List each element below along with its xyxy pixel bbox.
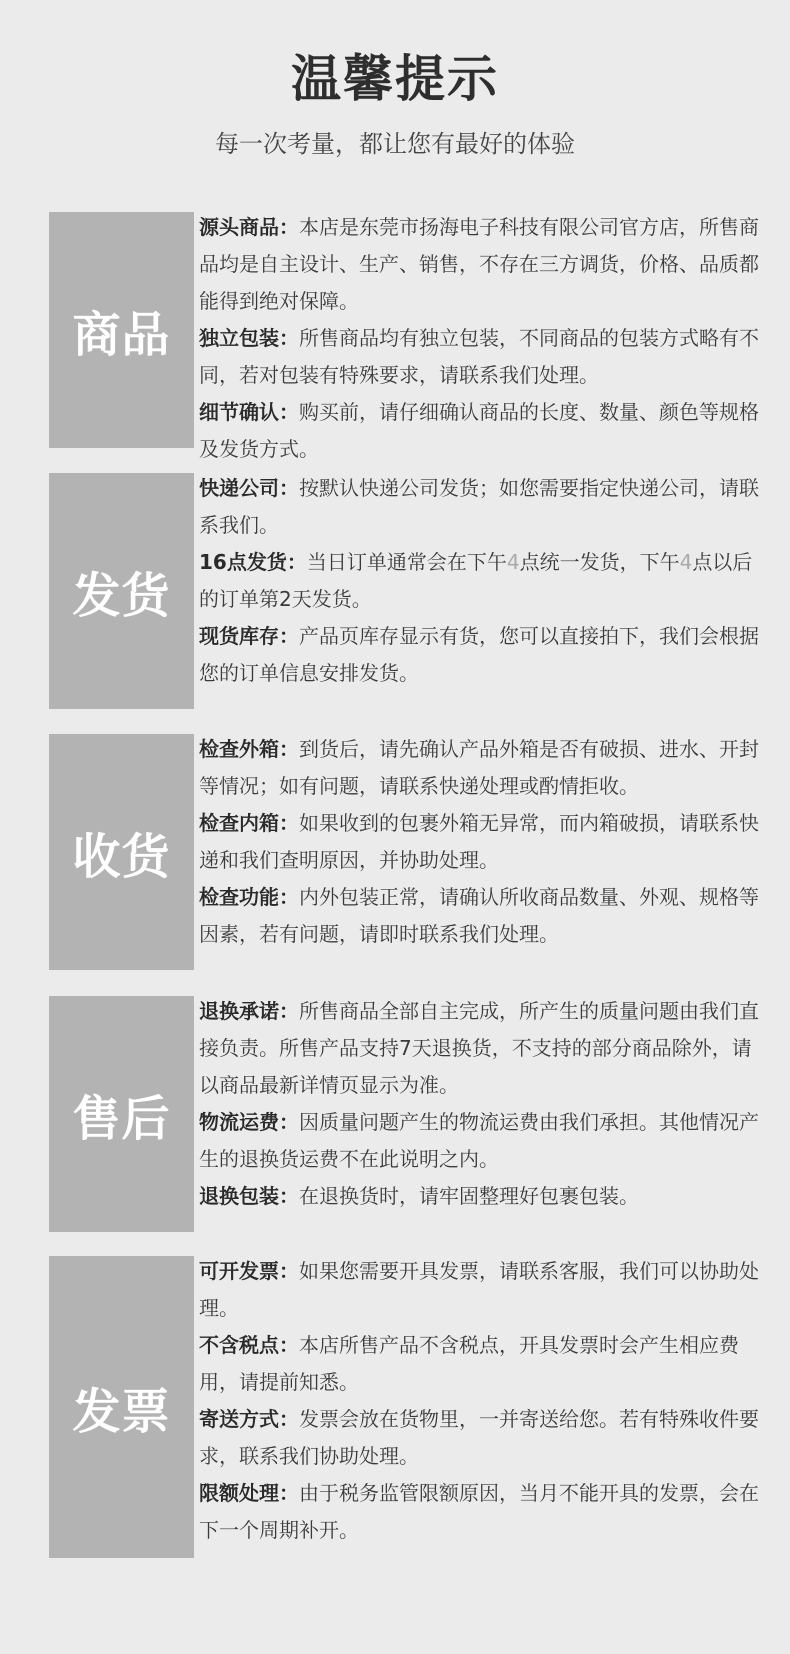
item-key: 退换包装： <box>199 1184 299 1208</box>
item-text: 所售商品均有独立包装，不同商品的包装方式略有不同，若对包装有特殊要求，请联系我们处理。 <box>199 326 759 387</box>
info-item <box>199 731 759 805</box>
item-key: 16点发货： <box>199 550 307 574</box>
item-text-part: 点以后的订单第2天发货。 <box>199 550 753 611</box>
item-text: 内外包装正常，请确认所收商品数量、外观、规格等因素，若有问题，请即时联系我们处理。 <box>199 885 759 946</box>
item-key: 寄送方式： <box>199 1407 299 1431</box>
info-item <box>199 1253 759 1327</box>
item-text: 所售商品全部自主完成，所产生的质量问题由我们直接负责。所售产品支持7天退换货，不支持的部分商品除外，请以商品最新详情页显示为准。 <box>199 999 759 1097</box>
item-key: 检查功能： <box>199 885 299 909</box>
item-key: 检查外箱： <box>199 737 299 761</box>
info-item <box>199 993 759 1104</box>
info-item <box>199 879 759 953</box>
item-text: 在退换货时，请牢固整理好包裹包装。 <box>299 1184 639 1208</box>
item-key: 检查内箱： <box>199 811 299 835</box>
item-text: 由于税务监管限额原因，当月不能开具的发票，会在下一个周期补开。 <box>199 1481 759 1542</box>
info-item <box>199 618 759 692</box>
info-item <box>199 544 759 618</box>
info-item <box>199 470 759 544</box>
section-label: 收货 <box>72 828 171 885</box>
info-item <box>199 1104 759 1178</box>
section-label: 商品 <box>72 306 171 363</box>
section-label-box <box>49 212 194 448</box>
item-text-highlight: 4 <box>506 550 520 574</box>
item-key: 限额处理： <box>199 1481 299 1505</box>
item-text: 按默认快递公司发货；如您需要指定快递公司，请联系我们。 <box>199 476 759 537</box>
item-text-highlight: 4 <box>679 550 693 574</box>
item-text: 如果收到的包裹外箱无异常，而内箱破损，请联系快递和我们查明原因，并协助处理。 <box>199 811 759 872</box>
section-label-box <box>49 1256 194 1558</box>
info-item <box>199 320 759 394</box>
section-content <box>199 209 759 468</box>
item-key: 不含税点： <box>199 1333 299 1357</box>
section-content <box>199 1253 759 1549</box>
info-item <box>199 1178 759 1215</box>
item-text: 因质量问题产生的物流运费由我们承担。其他情况产生的退换货运费不在此说明之内。 <box>199 1110 759 1171</box>
info-item <box>199 394 759 468</box>
item-key: 快递公司： <box>199 476 299 500</box>
section-content <box>199 731 759 953</box>
section-content <box>199 470 759 692</box>
item-text: 到货后，请先确认产品外箱是否有破损、进水、开封等情况；如有问题，请联系快递处理或酌情拒收。 <box>199 737 759 798</box>
item-key: 独立包装： <box>199 326 299 350</box>
item-text: 如果您需要开具发票，请联系客服，我们可以协助处理。 <box>199 1259 759 1320</box>
item-key: 细节确认： <box>199 400 299 424</box>
section-content <box>199 993 759 1215</box>
item-text-part: 点统一发货，下午 <box>519 550 680 574</box>
section-label-box <box>49 996 194 1232</box>
info-item <box>199 209 759 320</box>
info-item <box>199 1327 759 1401</box>
item-text: 购买前，请仔细确认商品的长度、数量、颜色等规格及发货方式。 <box>199 400 759 461</box>
section-label-box <box>49 734 194 970</box>
section-label: 发货 <box>72 567 171 624</box>
item-text: 发票会放在货物里，一并寄送给您。若有特殊收件要求，联系我们协助处理。 <box>199 1407 759 1468</box>
info-item <box>199 1475 759 1549</box>
info-item <box>199 805 759 879</box>
item-key: 源头商品： <box>199 215 299 239</box>
item-key: 现货库存： <box>199 624 299 648</box>
item-key: 可开发票： <box>199 1259 299 1283</box>
item-text: 本店所售产品不含税点，开具发票时会产生相应费用，请提前知悉。 <box>199 1333 739 1394</box>
page-title: 温馨提示 <box>291 50 499 108</box>
info-item <box>199 1401 759 1475</box>
item-text-part: 当日订单通常会在下午 <box>306 550 507 574</box>
section-label: 发票 <box>72 1383 171 1440</box>
item-key: 物流运费： <box>199 1110 299 1134</box>
item-text: 本店是东莞市扬海电子科技有限公司官方店，所售商品均是自主设计、生产、销售，不存在三方调货，价格、品质都能得到绝对保障。 <box>199 215 759 313</box>
section-label-box <box>49 473 194 709</box>
item-text: 产品页库存显示有货，您可以直接拍下，我们会根据您的订单信息安排发货。 <box>199 624 759 685</box>
item-key: 退换承诺： <box>199 999 299 1023</box>
section-label: 售后 <box>72 1090 171 1147</box>
page-subtitle: 每一次考量，都让您有最好的体验 <box>215 130 575 158</box>
